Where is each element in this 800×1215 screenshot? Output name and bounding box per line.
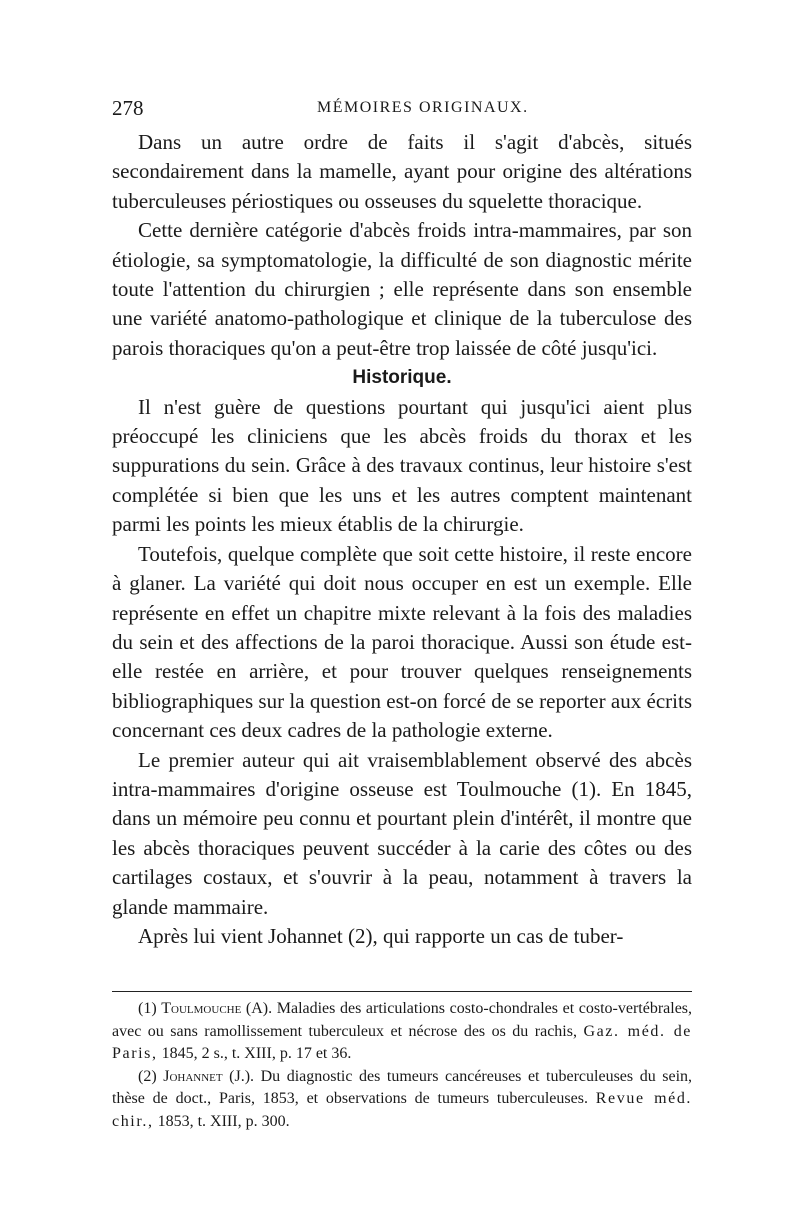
footnote-journal: Gaz. méd. de Paris, <box>112 1022 692 1063</box>
footnote-rule <box>112 991 692 992</box>
footnote-1 <box>112 998 692 1066</box>
footnote-2 <box>112 1066 692 1134</box>
page-header <box>112 96 692 126</box>
body-text <box>112 128 692 951</box>
footnote-author: Johannet (J.). <box>163 1067 255 1085</box>
footnote-text: Maladies des articulations costo-chondrales et costo-vertébrales, avec ou sans ramollissement tuberculeux et nécrose des os du rachis, <box>112 1000 693 1040</box>
footnotes <box>112 998 692 1134</box>
section-heading: Historique. <box>352 367 452 389</box>
page-number: 278 <box>112 96 144 120</box>
footnote-marker: (2) <box>138 1067 157 1085</box>
paragraph-4: Toutefois, quelque complète que soit cette histoire, il reste encore à glaner. La variété qui doit nous occuper en est un exemple. Elle représente en effet un chapitre mixte relevant à la fois des maladies du sein et des affections de la paroi thoracique. Aussi son étude est-elle restée en arrière, et pour trouver quelques renseignements bibliographiques sur la question est-on forcé de se reporter aux écrits concernant ces deux cadres de la pathologie externe. <box>112 541 692 743</box>
paragraph-3: Il n'est guère de questions pourtant qui jusqu'ici aient plus préoccupé les cliniciens que les abcès froids du thorax et les suppurations du sein. Grâce à des travaux continus, leur histoire s'est complétée si bien que les uns et les autres comptent maintenant parmi les points les mieux établis de la chirurgie. <box>112 394 692 537</box>
footnote-reference: 1853, t. XIII, p. 300. <box>157 1112 290 1130</box>
running-head: MÉMOIRES ORIGINAUX. <box>317 99 529 116</box>
footnote-marker: (1) <box>138 1000 157 1017</box>
paragraph-2: Cette dernière catégorie d'abcès froids intra-mammaires, par son étiologie, sa symptomatologie, la difficulté de son diagnostic mérite toute l'attention du chirurgien ; elle représente dans son ensemble une variété anatomo-pathologique et clinique de la tuberculose des parois thoraciques qu'on a peut-être trop laissée de côté jusqu'ici. <box>112 218 692 360</box>
paragraph-1: Dans un autre ordre de faits il s'agit d'abcès, situés secondairement dans la mamelle, ayant pour origine des altérations tuberculeuses périostiques ou osseuses du squelette thoracique. <box>112 130 692 213</box>
footnote-journal: Revue méd. chir., <box>112 1090 693 1130</box>
footnote-author: Toulmouche (A). <box>161 1000 273 1017</box>
paragraph-6: Après lui vient Johannet (2), qui rapporte un cas de tuber- <box>138 923 624 948</box>
footnote-reference: 1845, 2 s., t. XIII, p. 17 et 36. <box>161 1045 352 1063</box>
footnote-text: Du diagnostic des tumeurs cancéreuses et tuberculeuses du sein, thèse de doct., Paris, 1853, et observations de tumeurs tuberculeuses. <box>112 1067 693 1108</box>
paragraph-5: Le premier auteur qui ait vraisemblablement observé des abcès intra-mammaires d'origine osseuse est Toulmouche (1). En 1845, dans un mémoire peu connu et pourtant plein d'intérêt, il montre que les abcès thoraciques peuvent succéder à la carie des côtes ou des cartilages costaux, et s'ouvrir à la peau, notamment à travers la glande mammaire. <box>112 747 692 919</box>
